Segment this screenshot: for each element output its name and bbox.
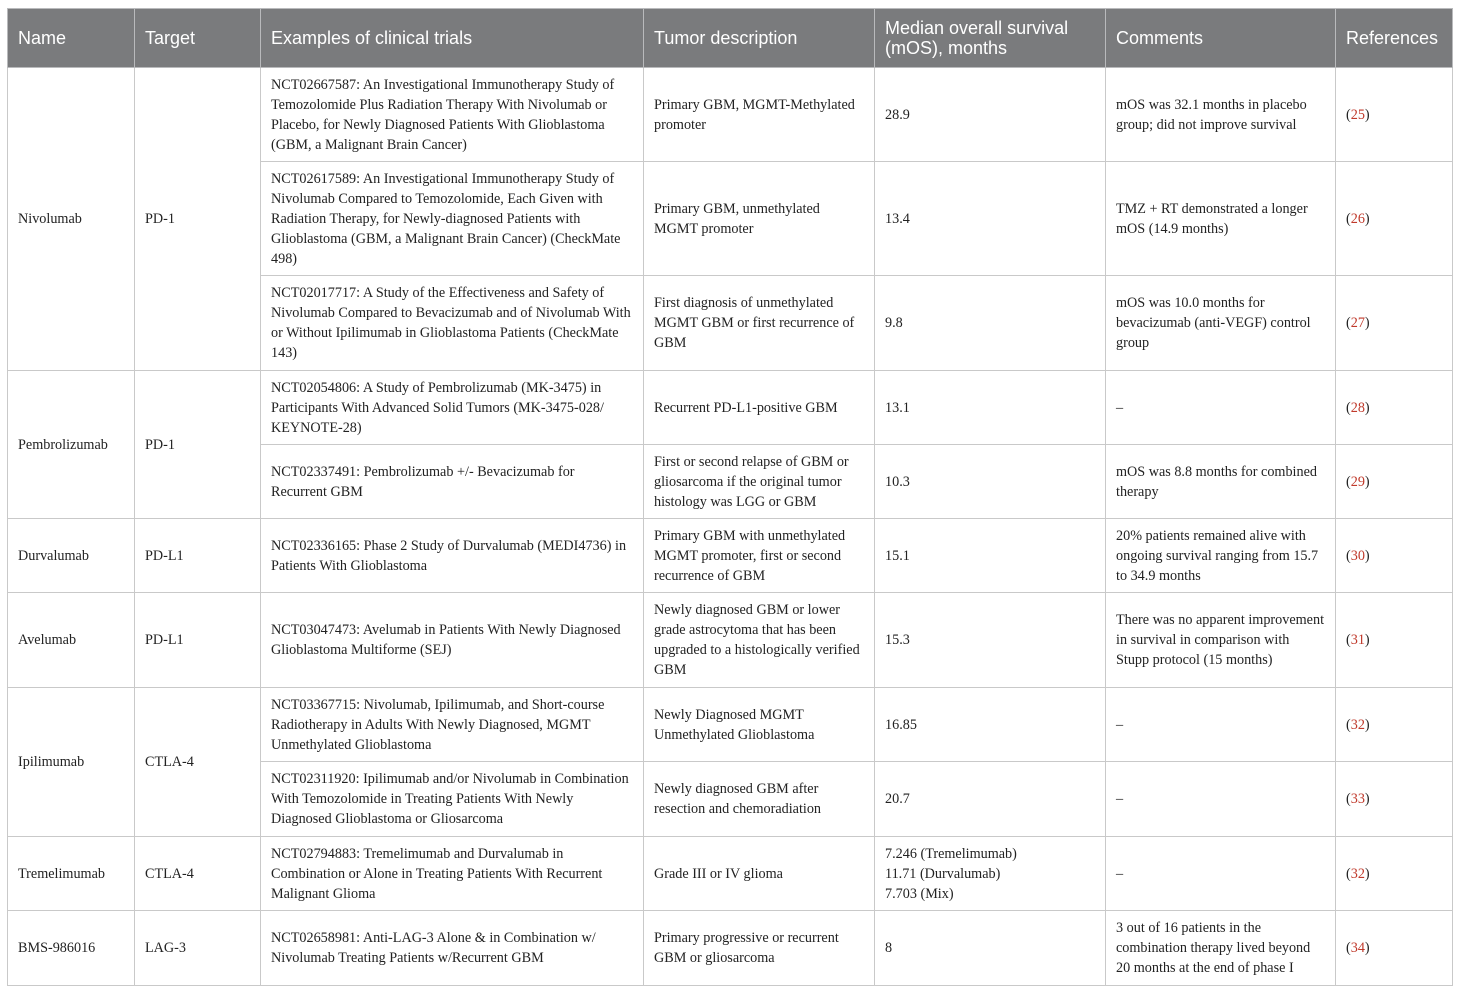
tumor-cell: Newly diagnosed GBM or lower grade astrocytoma that has been upgraded to a histologically verified GBM bbox=[644, 593, 875, 688]
comment-cell: mOS was 8.8 months for combined therapy bbox=[1106, 445, 1336, 519]
reference-link[interactable]: 28 bbox=[1350, 399, 1365, 416]
table-row bbox=[8, 371, 1453, 445]
comment-cell: mOS was 10.0 months for bevacizumab (anti-VEGF) control group bbox=[1106, 276, 1336, 371]
drug-name-cell: Durvalumab bbox=[8, 519, 135, 593]
reference-cell: (28) bbox=[1336, 371, 1453, 445]
trial-cell: NCT02336165: Phase 2 Study of Durvalumab (MEDI4736) in Patients With Glioblastoma bbox=[261, 519, 644, 593]
target-cell: PD-1 bbox=[135, 68, 261, 371]
mos-line: 11.71 (Durvalumab) bbox=[885, 865, 1001, 882]
header-tumor: Tumor description bbox=[644, 9, 875, 68]
tumor-cell: Grade III or IV glioma bbox=[644, 837, 875, 911]
reference-link[interactable]: 25 bbox=[1350, 106, 1365, 123]
reference-cell: (27) bbox=[1336, 276, 1453, 371]
mos-cell: 16.85 bbox=[875, 688, 1106, 762]
table-row bbox=[8, 68, 1453, 162]
reference-cell: (25) bbox=[1336, 68, 1453, 162]
reference-link[interactable]: 34 bbox=[1350, 940, 1365, 956]
mos-cell: 13.1 bbox=[875, 371, 1106, 445]
tumor-cell: Primary progressive or recurrent GBM or gliosarcoma bbox=[644, 911, 875, 986]
trial-cell: NCT02017717: A Study of the Effectiveness and Safety of Nivolumab Compared to Bevacizumab and of Nivolumab With or Without Ipilimumab in Glioblastoma Patients (CheckMate 143) bbox=[261, 276, 644, 371]
trial-cell: NCT02794883: Tremelimumab and Durvalumab in Combination or Alone in Treating Patients With Recurrent Malignant Glioma bbox=[261, 837, 644, 911]
trial-cell: NCT02658981: Anti-LAG-3 Alone & in Combination w/ Nivolumab Treating Patients w/Recurrent GBM bbox=[261, 911, 644, 986]
table-row bbox=[8, 593, 1453, 688]
drug-name-cell: Pembrolizumab bbox=[8, 371, 135, 519]
trial-cell: NCT02054806: A Study of Pembrolizumab (MK-3475) in Participants With Advanced Solid Tumors (MK-3475-028/ KEYNOTE-28) bbox=[261, 371, 644, 445]
tumor-cell: Newly diagnosed GBM after resection and chemoradiation bbox=[644, 762, 875, 837]
trial-cell: NCT02311920: Ipilimumab and/or Nivolumab in Combination With Temozolomide in Treating Patients With Newly Diagnosed Glioblastoma or Gliosarcoma bbox=[261, 762, 644, 837]
drug-name-cell: Nivolumab bbox=[8, 68, 135, 371]
mos-cell: 20.7 bbox=[875, 762, 1106, 837]
reference-cell: (32) bbox=[1336, 688, 1453, 762]
trial-cell: NCT03047473: Avelumab in Patients With Newly Diagnosed Glioblastoma Multiforme (SEJ) bbox=[261, 593, 644, 688]
reference-link[interactable]: 30 bbox=[1350, 547, 1365, 564]
tumor-cell: Recurrent PD-L1-positive GBM bbox=[644, 371, 875, 445]
table-header bbox=[8, 9, 1453, 68]
comment-cell: 20% patients remained alive with ongoing survival ranging from 15.7 to 34.9 months bbox=[1106, 519, 1336, 593]
comment-cell: – bbox=[1106, 837, 1336, 911]
target-cell: CTLA-4 bbox=[135, 837, 261, 911]
reference-cell: (29) bbox=[1336, 445, 1453, 519]
trial-cell: NCT02337491: Pembrolizumab +/- Bevacizumab for Recurrent GBM bbox=[261, 445, 644, 519]
header-target: Target bbox=[135, 9, 261, 68]
mos-cell: 8 bbox=[875, 911, 1106, 986]
header-row bbox=[8, 9, 1453, 68]
reference-cell: (34) bbox=[1336, 911, 1453, 986]
table-body bbox=[8, 68, 1453, 986]
reference-link[interactable]: 31 bbox=[1350, 632, 1365, 648]
comment-cell: – bbox=[1106, 688, 1336, 762]
reference-link[interactable]: 27 bbox=[1350, 315, 1365, 331]
reference-cell: (30) bbox=[1336, 519, 1453, 593]
target-cell: LAG-3 bbox=[135, 911, 261, 986]
reference-cell: (31) bbox=[1336, 593, 1453, 688]
tumor-cell: Primary GBM, MGMT-Methylated promoter bbox=[644, 68, 875, 162]
header-references: References bbox=[1336, 9, 1453, 68]
table-container bbox=[7, 8, 1452, 986]
target-cell: CTLA-4 bbox=[135, 688, 261, 837]
comment-cell: mOS was 32.1 months in placebo group; did not improve survival bbox=[1106, 68, 1336, 162]
drug-name-cell: BMS-986016 bbox=[8, 911, 135, 986]
trial-cell: NCT02667587: An Investigational Immunotherapy Study of Temozolomide Plus Radiation Therapy With Nivolumab or Placebo, for Newly Diagnosed Patients With Glioblastoma (GBM, a Malignant Brain Cancer) bbox=[261, 68, 644, 162]
target-cell: PD-L1 bbox=[135, 593, 261, 688]
immunotherapy-trials-table bbox=[7, 8, 1453, 986]
table-row bbox=[8, 519, 1453, 593]
comment-cell: – bbox=[1106, 762, 1336, 837]
mos-cell: 10.3 bbox=[875, 445, 1106, 519]
tumor-cell: Primary GBM, unmethylated MGMT promoter bbox=[644, 162, 875, 276]
mos-cell: 13.4 bbox=[875, 162, 1106, 276]
table-row bbox=[8, 837, 1453, 911]
tumor-cell: First or second relapse of GBM or gliosarcoma if the original tumor histology was LGG or GBM bbox=[644, 445, 875, 519]
table-row bbox=[8, 688, 1453, 762]
reference-cell: (33) bbox=[1336, 762, 1453, 837]
reference-link[interactable]: 29 bbox=[1350, 473, 1365, 490]
reference-cell: (32) bbox=[1336, 837, 1453, 911]
header-trials: Examples of clinical trials bbox=[261, 9, 644, 68]
header-name: Name bbox=[8, 9, 135, 68]
tumor-cell: First diagnosis of unmethylated MGMT GBM or first recurrence of GBM bbox=[644, 276, 875, 371]
mos-cell bbox=[875, 837, 1106, 911]
mos-line: 7.703 (Mix) bbox=[885, 885, 954, 902]
drug-name-cell: Ipilimumab bbox=[8, 688, 135, 837]
drug-name-cell: Tremelimumab bbox=[8, 837, 135, 911]
tumor-cell: Newly Diagnosed MGMT Unmethylated Glioblastoma bbox=[644, 688, 875, 762]
mos-cell: 28.9 bbox=[875, 68, 1106, 162]
comment-cell: There was no apparent improvement in survival in comparison with Stupp protocol (15 months) bbox=[1106, 593, 1336, 688]
comment-cell: 3 out of 16 patients in the combination therapy lived beyond 20 months at the end of phase I bbox=[1106, 911, 1336, 986]
trial-cell: NCT02617589: An Investigational Immunotherapy Study of Nivolumab Compared to Temozolomide, Each Given with Radiation Therapy, for Newly-diagnosed Patients with Glioblastoma (GBM, a Malignant Brain Cancer) (CheckMate 498) bbox=[261, 162, 644, 276]
comment-cell: – bbox=[1106, 371, 1336, 445]
reference-link[interactable]: 26 bbox=[1350, 210, 1365, 227]
reference-link[interactable]: 33 bbox=[1350, 791, 1365, 807]
tumor-cell: Primary GBM with unmethylated MGMT promoter, first or second recurrence of GBM bbox=[644, 519, 875, 593]
trial-cell: NCT03367715: Nivolumab, Ipilimumab, and Short-course Radiotherapy in Adults With Newly Diagnosed, MGMT Unmethylated Glioblastoma bbox=[261, 688, 644, 762]
comment-cell: TMZ + RT demonstrated a longer mOS (14.9 months) bbox=[1106, 162, 1336, 276]
reference-link[interactable]: 32 bbox=[1350, 716, 1365, 733]
target-cell: PD-1 bbox=[135, 371, 261, 519]
target-cell: PD-L1 bbox=[135, 519, 261, 593]
reference-cell: (26) bbox=[1336, 162, 1453, 276]
table-row bbox=[8, 911, 1453, 986]
mos-cell: 15.1 bbox=[875, 519, 1106, 593]
header-mos: Median overall survival (mOS), months bbox=[875, 9, 1106, 68]
drug-name-cell: Avelumab bbox=[8, 593, 135, 688]
mos-cell: 15.3 bbox=[875, 593, 1106, 688]
mos-line: 7.246 (Tremelimumab) bbox=[885, 845, 1017, 862]
reference-link[interactable]: 32 bbox=[1350, 865, 1365, 882]
mos-cell: 9.8 bbox=[875, 276, 1106, 371]
header-comments: Comments bbox=[1106, 9, 1336, 68]
